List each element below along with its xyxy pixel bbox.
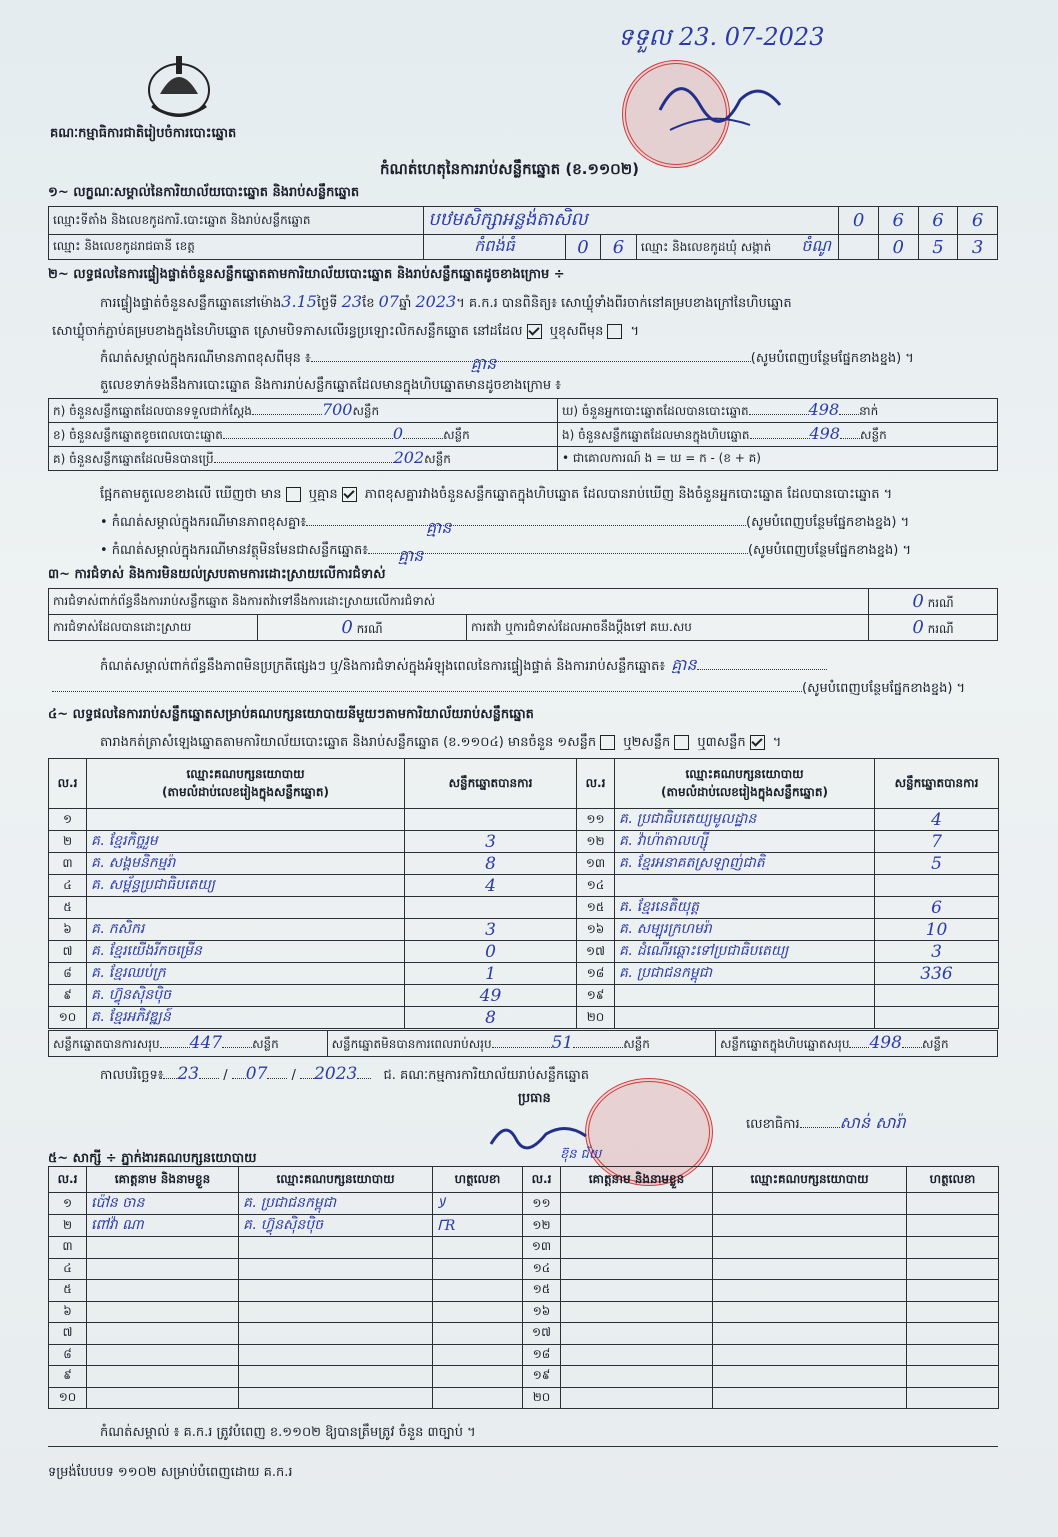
form-title: កំណត់ហេតុនៃការរាប់សន្លឹកឆ្នោត (ខ.១១០២) — [380, 160, 640, 178]
witness-name-left — [87, 1344, 239, 1366]
votes-left — [405, 809, 577, 831]
witness-row — [49, 1193, 999, 1215]
different-checkbox[interactable] — [607, 324, 622, 339]
irregularities-fill: (សូមបំពេញបន្ថែមផ្នែកខាងខ្នង) ។ — [52, 680, 965, 699]
votes-left: 49 — [405, 985, 577, 1007]
party-left: គ. ខ្មែរឈប់ក្រ — [87, 963, 405, 985]
witness-name-left — [87, 1323, 239, 1345]
received-ballots: ក) ចំនួនសន្លឹកឆ្នោតដែលបានទទួលជាក់ស្តែង 700សន្លឹក — [49, 399, 558, 423]
witness-party-right — [713, 1193, 907, 1215]
results-row — [49, 941, 999, 963]
w-col-name-left: គោត្តនាម និងនាមខ្លួន — [87, 1167, 239, 1193]
difference-statement: ផ្អែកតាមតួលេខខាងលើ ឃើញថា មាន ឬគ្មាន ភាពខុសគ្នារវាងចំនួនសន្លឹកឆ្នោតក្នុងហិបឆ្នោត ដែលបានរាប់ឃើញ និងចំនួនអ្នកបោះឆ្នោត ដែលបានបោះឆ្នោត ។ — [100, 487, 893, 502]
witness-party-left — [239, 1237, 433, 1259]
witness-sign-left — [433, 1366, 523, 1388]
witness-name-left — [87, 1387, 239, 1409]
form-footer: ទម្រង់បែបបទ ១១០២ សម្រាប់បំពេញដោយ គ.ក.រ — [48, 1465, 293, 1480]
witness-no-left: ៦ — [49, 1301, 87, 1323]
total-invalid: សន្លឹកឆ្នោតមិនបានការពេលរាប់សរុប 51 សន្លឹក — [327, 1031, 715, 1057]
no-right: ១៦ — [577, 919, 615, 941]
party-right — [615, 985, 875, 1007]
location-value: បឋមសិក្សាអន្លង់តាសិល — [424, 207, 839, 235]
irregularities-note: កំណត់សម្គាល់ពាក់ព័ន្ធនឹងភាពមិនប្រក្រតីផ្សេងៗ ឬ/និងការជំទាស់ក្នុងអំឡុងពេលនៃការផ្ទៀងផ្ទាត់ និងការរាប់សន្លឹកឆ្នោត៖ គ្មាន — [100, 654, 827, 678]
w-col-name-right: គោត្តនាម និងនាមខ្លួន — [561, 1167, 713, 1193]
results-table — [48, 758, 999, 1029]
witness-party-left — [239, 1323, 433, 1345]
no-left: ១០ — [49, 1007, 87, 1029]
witness-name-right — [561, 1387, 713, 1409]
section-1-table — [48, 206, 998, 260]
witness-row — [49, 1301, 999, 1323]
witness-party-right — [713, 1215, 907, 1237]
location-code-4: 6 — [958, 207, 998, 235]
w-col-no-left: ល.រ — [49, 1167, 87, 1193]
appeal-value: 0 ករណី — [869, 615, 998, 641]
witness-name-right — [561, 1258, 713, 1280]
witness-party-right — [713, 1237, 907, 1259]
province-value: កំពង់ធំ — [424, 235, 565, 260]
witness-sign-left — [433, 1323, 523, 1345]
witness-party-right — [713, 1344, 907, 1366]
no-right: ១៨ — [577, 963, 615, 985]
received-date: ទទួល 23. 07-2023 — [618, 23, 825, 51]
commune-spacer — [839, 235, 879, 260]
witness-no-right: ១១ — [523, 1193, 561, 1215]
party-right — [615, 875, 875, 897]
w-col-no-right: ល.រ — [523, 1167, 561, 1193]
witness-name-right — [561, 1237, 713, 1259]
party-left: គ. កសិករ — [87, 919, 405, 941]
witness-name-right — [561, 1215, 713, 1237]
resolved-value: 0 ករណី — [258, 615, 467, 641]
witness-name-right — [561, 1301, 713, 1323]
section-2-heading: ២~ លទ្ធផលនៃការផ្ទៀងផ្ទាត់ចំនួនសន្លឹកឆ្នោតតាមការិយាល័យបោះឆ្នោត និងរាប់សន្លឹកឆ្នោតដូចខាងក្រោម ÷ — [48, 267, 565, 282]
witness-name-right — [561, 1344, 713, 1366]
no-right: ១៥ — [577, 897, 615, 919]
results-row — [49, 875, 999, 897]
no-difference-checkbox[interactable] — [342, 487, 357, 502]
location-code-3: 6 — [918, 207, 958, 235]
votes-right: 5 — [875, 853, 999, 875]
party-left: គ. សម្ព័ន្ធប្រជាធិបតេយ្យ — [87, 875, 405, 897]
party-right: គ. ខ្មែរនេតិយុត្ត — [615, 897, 875, 919]
witness-name-left: ប៉ៅន ចាន — [87, 1193, 239, 1215]
has-difference-checkbox[interactable] — [286, 487, 301, 502]
witness-no-left: ៣ — [49, 1237, 87, 1259]
w-col-party-right: ឈ្មោះគណបក្សនយោបាយ — [713, 1167, 907, 1193]
no-left: ២ — [49, 831, 87, 853]
same-checkbox[interactable] — [527, 324, 542, 339]
results-row — [49, 831, 999, 853]
witness-party-left — [239, 1344, 433, 1366]
verification-line-1: ការផ្ទៀងផ្ទាត់ចំនួនសន្លឹកឆ្នោតនៅម៉ោង3.15ថ្ងៃទី 23ខែ 07ឆ្នាំ 2023។ គ.ក.រ បានពិនិត្យ៖ សោឃ្លុំទាំងពីរចាក់នៅគម្របខាងក្រៅនៃហិបឆ្នោត — [100, 292, 792, 311]
party-right: គ. សម្បុរក្រហមរ៉ា — [615, 919, 875, 941]
party-right: គ. ខ្មែរអនាគតស្រឡាញ់ជាតិ — [615, 853, 875, 875]
section-5-heading: ៥~ សាក្សី ÷ ភ្នាក់ងារគណបក្សនយោបាយ — [48, 1151, 257, 1166]
party-right: គ. ប្រជាជនកម្ពុជា — [615, 963, 875, 985]
tally-sheets-line: តារាងកត់ត្រាសំឡេងឆ្នោតតាមការិយាល័យបោះឆ្នោត និងរាប់សន្លឹកឆ្នោត (ខ.១១០៤) មានចំនួន ១សន្លឹក ឬ២សន្លឹក ឬ៣សន្លឹក ។ — [100, 735, 782, 750]
formula: • ជាគោលការណ៍ ង = ឃ = ក - (ខ + គ) — [558, 447, 998, 471]
votes-left: 8 — [405, 1007, 577, 1029]
votes-left: 3 — [405, 831, 577, 853]
no-left: ៨ — [49, 963, 87, 985]
witness-sign-right — [907, 1258, 999, 1280]
no-right: ១២ — [577, 831, 615, 853]
party-left: គ. ខ្មែរកិច្ចរួម — [87, 831, 405, 853]
votes-right: 10 — [875, 919, 999, 941]
nec-emblem — [140, 50, 218, 122]
votes-right: 336 — [875, 963, 999, 985]
votes-right — [875, 1007, 999, 1029]
province-label: ឈ្មោះ និងលេខកូដរាជធានី ខេត្ត — [49, 235, 424, 260]
no-left: ១ — [49, 809, 87, 831]
witness-sign-left — [433, 1387, 523, 1409]
witness-name-right — [561, 1323, 713, 1345]
witness-no-right: ១៩ — [523, 1366, 561, 1388]
figures-table — [48, 398, 998, 471]
witness-row — [49, 1387, 999, 1409]
witness-sign-right — [907, 1323, 999, 1345]
difference-bullet: • កំណត់សម្គាល់ក្នុងករណីមានភាពខុសគ្នា៖ គ្មាន (សូមបំពេញបន្ថែមផ្នែកខាងខ្នង) ។ — [100, 515, 910, 537]
votes-left — [405, 897, 577, 919]
two-sheets-checkbox[interactable] — [674, 735, 689, 750]
witness-name-left — [87, 1237, 239, 1259]
votes-left: 8 — [405, 853, 577, 875]
results-row — [49, 853, 999, 875]
ballots-in-box: ង) ចំនួនសន្លឹកឆ្នោតដែលមានក្នុងហិបឆ្នោត 498 សន្លឹក — [558, 423, 998, 447]
footer-divider — [48, 1446, 998, 1447]
chair-title: ប្រធាន — [518, 1091, 551, 1106]
witness-sign-left: ﻻ — [433, 1193, 523, 1215]
no-right: ១៩ — [577, 985, 615, 1007]
commune-code-2: 5 — [918, 235, 958, 260]
witness-name-left — [87, 1258, 239, 1280]
no-left: ៤ — [49, 875, 87, 897]
handwritten-signature-top — [650, 70, 790, 144]
section-3-heading: ៣~ ការជំទាស់ និងការមិនយល់ស្របតាមការដោះស្រាយលើការជំទាស់ — [48, 567, 386, 582]
witness-row — [49, 1344, 999, 1366]
witness-party-left — [239, 1387, 433, 1409]
witness-sign-right — [907, 1366, 999, 1388]
witness-row — [49, 1323, 999, 1345]
no-left: ៧ — [49, 941, 87, 963]
appeal-label: ការតវ៉ា ឬការជំទាស់ដែលអាចនឹងប្តឹងទៅ គឃ.សប — [467, 615, 869, 641]
witness-party-right — [713, 1366, 907, 1388]
resolved-label: ការជំទាស់ដែលបានដោះស្រាយ — [49, 615, 258, 641]
witness-no-left: ១ — [49, 1193, 87, 1215]
witness-no-left: ៥ — [49, 1280, 87, 1302]
party-left — [87, 809, 405, 831]
objection-total-label: ការជំទាស់ពាក់ព័ន្ធនឹងការរាប់សន្លឹកឆ្នោត និងការតវ៉ាទៅនឹងការដោះស្រាយលើការជំទាស់ — [49, 589, 869, 615]
commune-label: ឈ្មោះ និងលេខកូដឃុំ សង្កាត់ ចំណូ — [636, 235, 838, 260]
w-col-party-left: ឈ្មោះគណបក្សនយោបាយ — [239, 1167, 433, 1193]
party-left: គ. ហ៊្វុនស៊ិនប៉ិច — [87, 985, 405, 1007]
party-left — [87, 897, 405, 919]
results-body — [49, 809, 999, 1029]
witness-row — [49, 1237, 999, 1259]
no-right: ២០ — [577, 1007, 615, 1029]
witness-no-right: ១២ — [523, 1215, 561, 1237]
witness-sign-right — [907, 1193, 999, 1215]
witness-name-left — [87, 1280, 239, 1302]
col-party-right: ឈ្មោះគណបក្សនយោបាយ (តាមលំដាប់លេខរៀងក្នុងសន្លឹកឆ្នោត) — [615, 759, 875, 809]
results-row — [49, 985, 999, 1007]
witness-sign-right — [907, 1387, 999, 1409]
witness-sign-left — [433, 1301, 523, 1323]
witness-row — [49, 1215, 999, 1237]
witness-no-right: ១៣ — [523, 1237, 561, 1259]
three-sheets-checkbox[interactable] — [750, 735, 765, 750]
party-right: គ. ដំណើរឆ្ពោះទៅប្រជាធិបតេយ្យ — [615, 941, 875, 963]
votes-right: 4 — [875, 809, 999, 831]
w-col-sign-right: ហត្ថលេខា — [907, 1167, 999, 1193]
total-valid: សន្លឹកឆ្នោតបានការសរុប 447 សន្លឹក — [49, 1031, 328, 1057]
witness-sign-left — [433, 1344, 523, 1366]
section-1-heading: ១~ លក្ខណៈសម្គាល់នៃការិយាល័យបោះឆ្នោត និងរាប់សន្លឹកឆ្នោត — [48, 185, 360, 200]
signing-date: កាលបរិច្ឆេទ៖ 23 / 07 / 2023 ជ. គណៈកម្មការការិយាល័យរាប់សន្លឹកឆ្នោត — [100, 1064, 590, 1084]
witness-sign-right — [907, 1344, 999, 1366]
witness-party-left — [239, 1301, 433, 1323]
witness-sign-right — [907, 1215, 999, 1237]
witness-party-left: គ. ហ៊្វុនស៊ិនប៉ិច — [239, 1215, 433, 1237]
no-left: ៥ — [49, 897, 87, 919]
witness-party-right — [713, 1301, 907, 1323]
witness-body — [49, 1193, 999, 1409]
party-right — [615, 1007, 875, 1029]
foreign-object-bullet: • កំណត់សម្គាល់ក្នុងករណីមានវត្ថុមិនមែនជាសន្លឹកឆ្នោត៖ គ្មាន (សូមបំពេញបន្ថែមផ្នែកខាងខ្នង) ។ — [100, 543, 912, 565]
witness-party-right — [713, 1258, 907, 1280]
witness-name-right — [561, 1193, 713, 1215]
party-right: គ. ប្រជាធិបតេយ្យមូលដ្ឋាន — [615, 809, 875, 831]
total-in-box: សន្លឹកឆ្នោតក្នុងហិបឆ្នោតសរុប 498 សន្លឹក — [715, 1031, 997, 1057]
witness-no-left: ៤ — [49, 1258, 87, 1280]
location-code-2: 6 — [878, 207, 918, 235]
witness-sign-left — [433, 1280, 523, 1302]
no-right: ១៧ — [577, 941, 615, 963]
unused-ballots: គ) ចំនួនសន្លឹកឆ្នោតដែលមិនបានប្រើ 202សន្លឹក — [49, 447, 558, 471]
col-no-left: ល.រ — [49, 759, 87, 809]
witness-name-right — [561, 1366, 713, 1388]
witness-name-left — [87, 1301, 239, 1323]
objection-total-value: 0 ករណី — [869, 589, 998, 615]
witness-no-right: ១៦ — [523, 1301, 561, 1323]
figures-intro: តួលេខទាក់ទងនឹងការបោះឆ្នោត និងការរាប់សន្លឹកឆ្នោតដែលមានក្នុងហិបឆ្នោតមានដូចខាងក្រោម ៖ — [100, 378, 561, 393]
results-row — [49, 1007, 999, 1029]
votes-right — [875, 875, 999, 897]
no-left: ៣ — [49, 853, 87, 875]
witness-party-right — [713, 1387, 907, 1409]
votes-left: 0 — [405, 941, 577, 963]
witness-sign-right — [907, 1280, 999, 1302]
witness-table — [48, 1166, 999, 1409]
witness-name-right — [561, 1280, 713, 1302]
col-votes-right: សន្លឹកឆ្នោតបានការ — [875, 759, 999, 809]
verification-line-2: សោឃ្លុំចាក់ភ្ជាប់គម្របខាងក្នុងនៃហិបឆ្នោត ស្រោមបិទភាសលើរន្ធប្រឡោះលិកសន្លឹកឆ្នោត នៅដដែល ឬខុសពីមុន ។ — [52, 324, 640, 339]
voters-count: ឃ) ចំនួនអ្នកបោះឆ្នោតដែលបានបោះឆ្នោត 498 នាក់ — [558, 399, 998, 423]
witness-party-left — [239, 1280, 433, 1302]
votes-right: 6 — [875, 897, 999, 919]
party-left: គ. សង្គមនិកម្មរ៉ា — [87, 853, 405, 875]
witness-sign-left: ᒥR — [433, 1215, 523, 1237]
witness-no-left: ១០ — [49, 1387, 87, 1409]
witness-no-left: ២ — [49, 1215, 87, 1237]
witness-name-left — [87, 1366, 239, 1388]
results-row — [49, 963, 999, 985]
votes-left: 3 — [405, 919, 577, 941]
witness-name-left: ពៅវ៉ា ណា — [87, 1215, 239, 1237]
votes-right: 7 — [875, 831, 999, 853]
witness-sign-right — [907, 1237, 999, 1259]
party-left: គ. ខ្មែរយើងរីកចម្រើន — [87, 941, 405, 963]
col-party-left: ឈ្មោះគណបក្សនយោបាយ (តាមលំដាប់លេខរៀងក្នុងសន្លឹកឆ្នោត) — [87, 759, 405, 809]
results-totals — [48, 1030, 998, 1057]
witness-no-left: ៨ — [49, 1344, 87, 1366]
results-row — [49, 919, 999, 941]
votes-left: 1 — [405, 963, 577, 985]
witness-no-left: ៧ — [49, 1323, 87, 1345]
location-code-1: 0 — [839, 207, 879, 235]
witness-no-right: ២០ — [523, 1387, 561, 1409]
no-right: ១៣ — [577, 853, 615, 875]
witness-no-right: ១៨ — [523, 1344, 561, 1366]
witness-no-left: ៩ — [49, 1366, 87, 1388]
section-4-heading: ៤~ លទ្ធផលនៃការរាប់សន្លឹកឆ្នោតសម្រាប់គណបក្សនយោបាយនីមួយៗតាមការិយាល័យរាប់សន្លឹកឆ្នោត — [48, 707, 534, 722]
difference-note: កំណត់សម្គាល់ក្នុងករណីមានភាពខុសពីមុន ៖ គ្មាន (សូមបំពេញបន្ថែមផ្នែកខាងខ្នង) ។ — [100, 351, 914, 373]
province-code-2: 6 — [601, 235, 637, 260]
col-no-right: ល.រ — [577, 759, 615, 809]
witness-party-left — [239, 1258, 433, 1280]
witness-no-right: ១៥ — [523, 1280, 561, 1302]
witness-sign-right — [907, 1301, 999, 1323]
one-sheet-checkbox[interactable] — [600, 735, 615, 750]
witness-row — [49, 1258, 999, 1280]
no-left: ៩ — [49, 985, 87, 1007]
chair-name: ខ៊ុន ជ័យ — [560, 1147, 602, 1162]
witness-row — [49, 1280, 999, 1302]
votes-left: 4 — [405, 875, 577, 897]
no-right: ១៤ — [577, 875, 615, 897]
party-right: គ. វ៉ាហ៉ាតាលហ្ស៊ី — [615, 831, 875, 853]
spoiled-ballots: ខ) ចំនួនសន្លឹកឆ្នោតខូចពេលបោះឆ្នោត 0 សន្លឹក — [49, 423, 558, 447]
results-row — [49, 809, 999, 831]
province-code-1: 0 — [565, 235, 601, 260]
witness-party-left: គ. ប្រជាជនកម្ពុជា — [239, 1193, 433, 1215]
witness-party-left — [239, 1366, 433, 1388]
witness-sign-left — [433, 1258, 523, 1280]
objections-table — [48, 588, 998, 641]
witness-no-right: ១៧ — [523, 1323, 561, 1345]
w-col-sign-left: ហត្ថលេខា — [433, 1167, 523, 1193]
witness-sign-left — [433, 1237, 523, 1259]
results-row — [49, 897, 999, 919]
votes-right — [875, 985, 999, 1007]
witness-note: កំណត់សម្គាល់ ៖ គ.ក.រ ត្រូវបំពេញ ខ.១១០២ ឱ្យបានត្រឹមត្រូវ ចំនួន ៣ច្បាប់ ។ — [100, 1425, 476, 1440]
location-label: ឈ្មោះទីតាំង និងលេខកូដការិ.បោះឆ្នោត និងរាប់សន្លឹកឆ្នោត — [49, 207, 424, 235]
witness-row — [49, 1366, 999, 1388]
party-left: គ. ខ្មែរអភិវឌ្ឍន៍ — [87, 1007, 405, 1029]
witness-party-right — [713, 1280, 907, 1302]
commune-code-1: 0 — [878, 235, 918, 260]
votes-right: 3 — [875, 941, 999, 963]
col-votes-left: សន្លឹកឆ្នោតបានការ — [405, 759, 577, 809]
witness-party-right — [713, 1323, 907, 1345]
no-left: ៦ — [49, 919, 87, 941]
secretary: លេខាធិការ សាន់ សារ៉ា — [746, 1113, 906, 1132]
commune-code-3: 3 — [958, 235, 998, 260]
witness-no-right: ១៤ — [523, 1258, 561, 1280]
org-name: គណៈកម្មាធិការជាតិរៀបចំការបោះឆ្នោត — [50, 126, 237, 141]
no-right: ១១ — [577, 809, 615, 831]
